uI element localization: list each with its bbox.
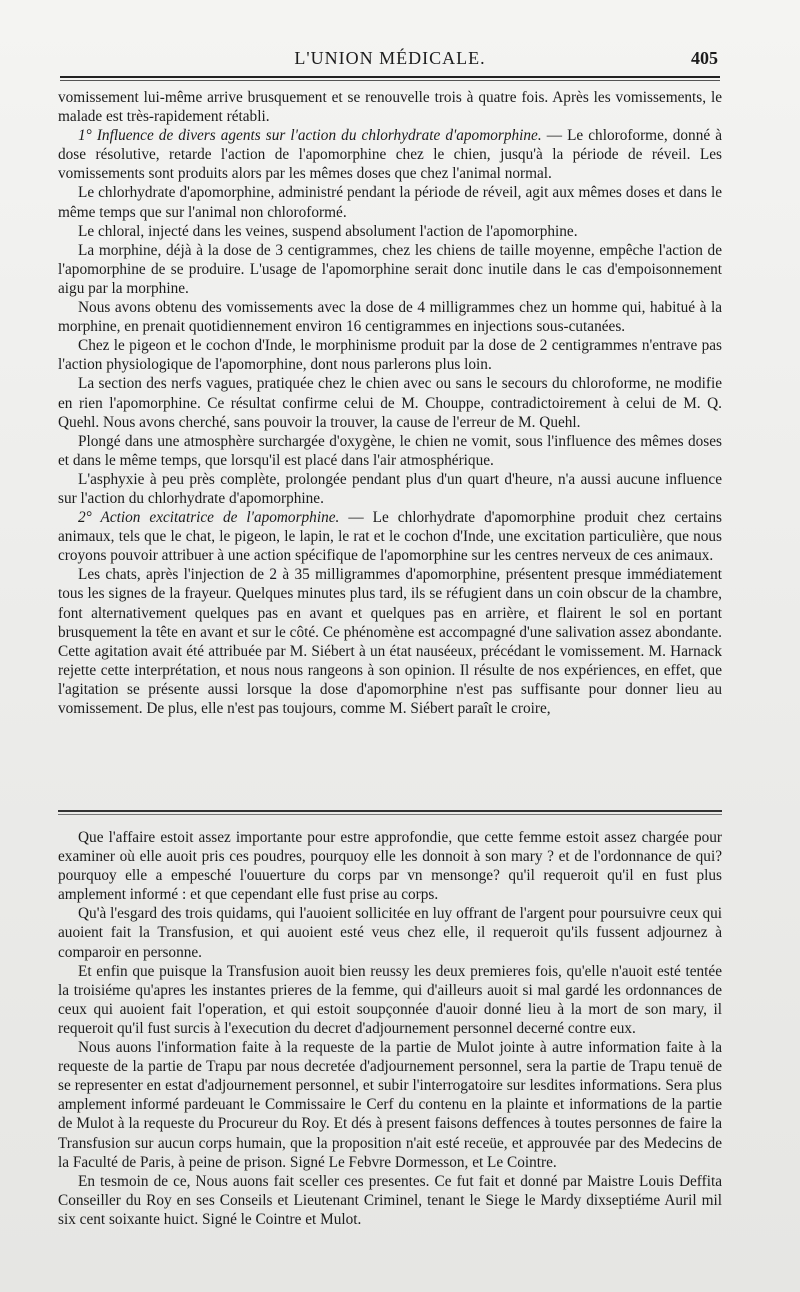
paragraph — [58, 1172, 722, 1229]
running-header — [60, 48, 720, 78]
paragraph-text: Le chlorhydrate d'apomorphine, administré pendant la période de réveil, agit aux mêmes doses et dans le même temps que sur l'animal non chloroformé. — [58, 184, 722, 221]
paragraph — [58, 88, 722, 126]
paragraph — [58, 336, 722, 374]
paragraph-text: Et enfin que puisque la Transfusion auoit bien reussy les deux premieres fois, qu'elle n'auoit esté tentée la troisiéme qu'apres les instantes prieres de la femme, qui d'ailleurs auoit si mal gardé les ordonnances de ceux qui auoient fait l'operation, et qui estoit soupçonnée d'auoir donné lieu à la mort de son mary, il requeroit qu'il fust surcis à l'execution du decret d'adjournement personnel decerné contre eux. — [58, 962, 722, 1037]
paragraph-text: La morphine, déjà à la dose de 3 centigrammes, chez les chiens de taille moyenne, empêche l'action de l'apomorphine de se produire. L'usage de l'apomorphine serait donc inutile dans le cas d'empoisonnement aigu par la morphine. — [58, 241, 722, 297]
paragraph-text: — Le chlorhydrate d'apomorphine produit chez certains animaux, tels que le chat, le pigeon, le lapin, le rat et le cochon d'Inde, une excitation particulière, que nous croyons pouvoir attribuer à une action spécifique de l'apomorphine sur les centres nerveux de ces animaux. — [58, 509, 722, 565]
paragraph-text: Chez le pigeon et le cochon d'Inde, le morphinisme produit par la dose de 2 centigrammes n'entrave pas l'action physiologique de l'apomorphine, dont nous parlerons plus loin. — [58, 337, 722, 374]
paragraph — [58, 904, 722, 961]
paragraph-text: Nous avons obtenu des vomissements avec la dose de 4 milligrammes chez un homme qui, habitué à la morphine, en prenait quotidiennement environ 16 centigrammes en injections sous-cutanées. — [58, 299, 722, 336]
paragraph-text: Qu'à l'esgard des trois quidams, qui l'auoient sollicitée en luy offrant de l'argent pour poursuivre ceux qui auoient fait la Transfusion, et qui auoient esté veus chez elle, il requeroit qu'ils fussent adjournez à comparoir en personne. — [58, 905, 722, 961]
paragraph — [58, 828, 722, 904]
paragraph — [58, 241, 722, 298]
paragraph — [58, 298, 722, 336]
paragraph-text: — Le chloroforme, donné à dose résolutive, retarde l'action de l'apomorphine chez le chien, jusqu'à la période de réveil. Les vomissements sont produits alors par les mêmes doses que chez l'animal normal. — [58, 127, 722, 183]
header-rule — [60, 76, 720, 81]
paragraph — [58, 432, 722, 470]
page-number: 405 — [691, 48, 718, 68]
paragraph — [58, 183, 722, 221]
section-divider — [58, 810, 722, 815]
paragraph — [58, 222, 722, 241]
paragraph-text: vomissement lui-même arrive brusquement et se renouvelle trois à quatre fois. Après les vomissements, le malade est très-rapidement rétabli. — [58, 89, 722, 126]
paragraph-text: Les chats, après l'injection de 2 à 35 milligrammes d'apomorphine, présentent presque immédiatement tous les signes de la frayeur. Quelques minutes plus tard, ils se réfugient dans un coin obscur de la chambre, font alternativement quelques pas en avant et quelques pas en arrière, et flairent le sol en portant brusquement la tête en avant et sur le côté. Ce phénomène est accompagné d'une salivation assez abondante. Cette agitation avait été attribuée par M. Siébert à un état nauséeux, précédant le vomissement. M. Harnack rejette cette interprétation, et nous nous rangeons à son opinion. Il résulte de nos expériences, en effet, que l'agitation se présente aussi lorsque la dose d'apomorphine n'est pas suffisante pour donner lieu au vomissement. De plus, elle n'est pas toujours, comme M. Siébert paraît le croire, — [58, 566, 722, 717]
paragraph — [58, 962, 722, 1038]
paragraph-text: La section des nerfs vagues, pratiquée chez le chien avec ou sans le secours du chloroforme, ne modifie en rien l'apomorphine. Ce résultat confirme celui de M. Chouppe, contradictoirement à celui de M. Q. Quehl. Nous avons cherché, sans pouvoir la trouver, la cause de l'erreur de M. Quehl. — [58, 375, 722, 431]
paragraph — [58, 565, 722, 718]
paragraph — [58, 508, 722, 565]
historical-document-text — [58, 828, 722, 1229]
section-heading: 2° Action excitatrice de l'apomorphine. — [78, 509, 340, 527]
paragraph — [58, 126, 722, 183]
section-heading: 1° Influence de divers agents sur l'action du chlorhydrate d'apomorphine. — [78, 127, 542, 145]
article-body — [58, 88, 722, 718]
journal-title: L'UNION MÉDICALE. — [294, 48, 486, 68]
paragraph-text: Le chloral, injecté dans les veines, suspend absolument l'action de l'apomorphine. — [78, 222, 578, 240]
paragraph — [58, 1038, 722, 1172]
paragraph-text: Plongé dans une atmosphère surchargée d'oxygène, le chien ne vomit, sous l'influence des mêmes doses et dans le même temps, que lorsqu'il est placé dans l'air atmosphérique. — [58, 432, 722, 469]
paragraph — [58, 470, 722, 508]
paragraph — [58, 374, 722, 431]
paragraph-text: Nous auons l'information faite à la requeste de la partie de Mulot jointe à autre information faite à la requeste de la partie de Trapu par nous decretée d'adjournement personnel, sera la partie de Trapu tenuë de se representer en estat d'adjournement personnel, et subir l'interrogatoire sur lesdites informations. Sera plus amplement informé pardeuant le Commissaire le Cerf du contenu en la plainte et informations de la partie de Mulot à la requeste du Procureur du Roy. Et dés à present faisons deffences à toutes personnes de faire la Transfusion sur aucun corps humain, que la proposition n'ait esté receüe, et approuvée par des Medecins de la Faculté de Paris, à peine de prison. Signé Le Febvre Dormesson, et Le Cointre. — [58, 1039, 722, 1171]
paragraph-text: L'asphyxie à peu près complète, prolongée pendant plus d'un quart d'heure, n'a aussi aucune influence sur l'action du chlorhydrate d'apomorphine. — [58, 470, 722, 507]
paragraph-text: Que l'affaire estoit assez importante pour estre approfondie, que cette femme estoit assez chargée pour examiner où elle auoit pris ces poudres, pourquoy elle les donnoit à son mary ? et de l'ordonnance de qui? pourquoy elle a empesché l'ouuerture du corps par vn mensonge? qu'il requeroit qu'il en fust plus amplement informé : et que cependant elle fust prise au corps. — [58, 829, 722, 904]
paragraph-text: En tesmoin de ce, Nous auons fait sceller ces presentes. Ce fut fait et donné par Maistre Louis Deffita Conseiller du Roy en ses Conseils et Lieutenant Criminel, tenant le Siege le Mardy dixseptiéme Auril mil six cent soixante huict. Signé le Cointre et Mulot. — [58, 1172, 722, 1228]
